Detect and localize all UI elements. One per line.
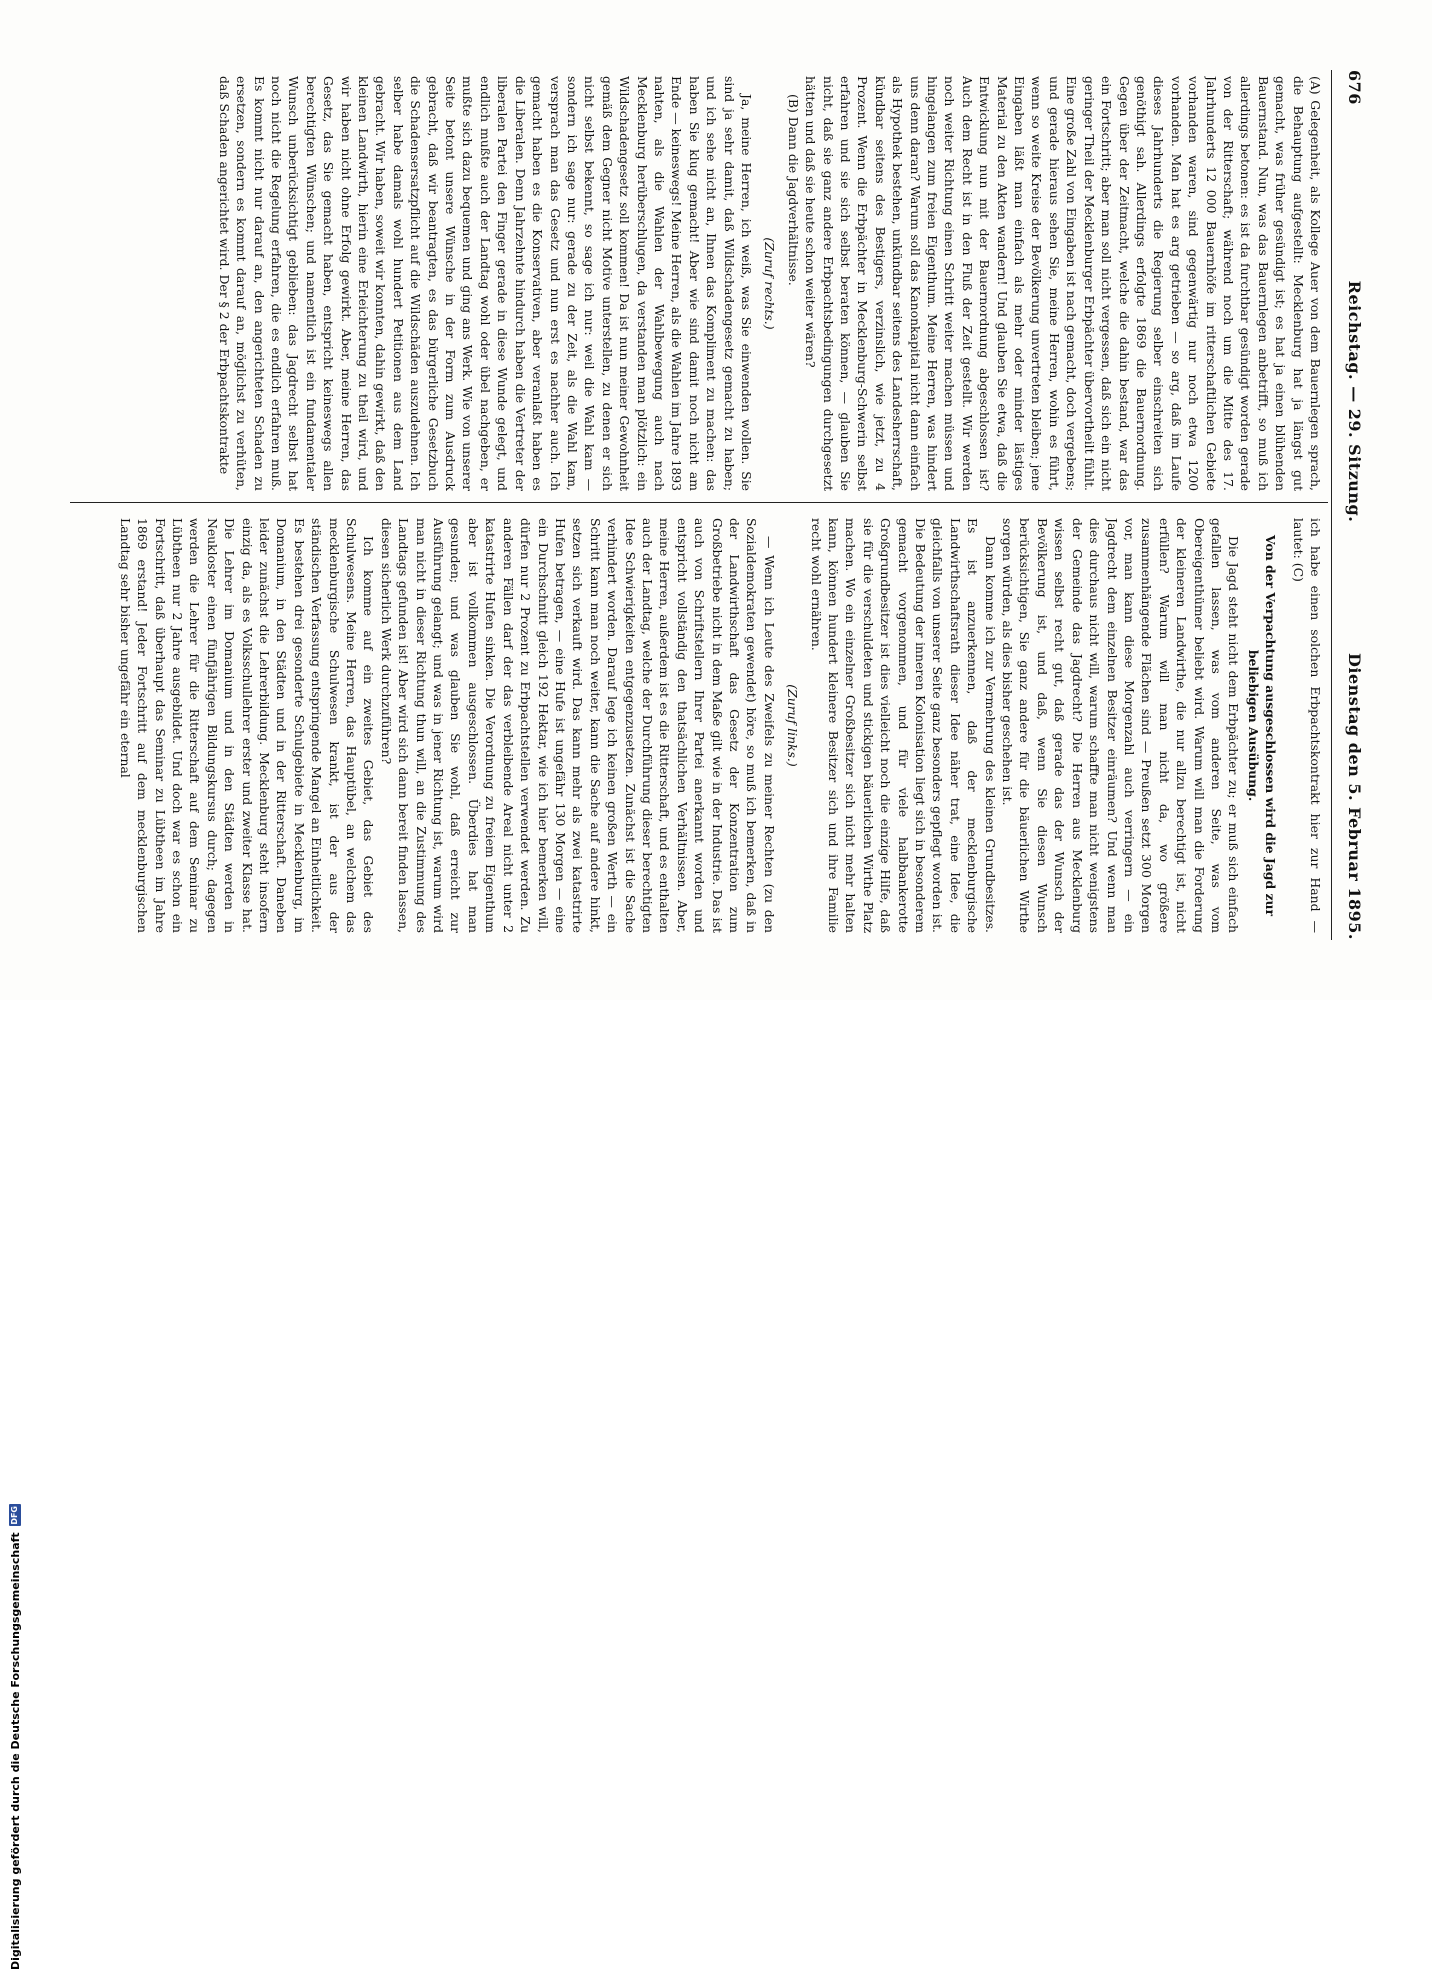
session-date: Dienstag den 5. Februar 1895. bbox=[1345, 652, 1365, 940]
footer-attribution: Digitalisierung gefördert durch die Deutsche Forschungsgemeinschaft bbox=[8, 1532, 22, 1970]
paragraph: (B) Dann die Jagdverhältnisse. bbox=[785, 94, 801, 286]
paragraph: — Wenn ich Leute des Zweifels zu meiner Rechten (zu den Sozialdemokraten gewendet) höre, so muß ich bemerken, daß in der Landwirthschaft das Gesetz der Konzentration zum Großbetriebe nicht in dem Maße gilt wie in der Industrie. Das ist auch von Schriftstellern Ihrer Partei anerkannt worden und entspricht vollständig den thatsächlichen Verhältnissen. Aber, meine Herren, außerdem ist es die Ritterschaft, und es enthalten auch der Landtag, welche der Durchführung dieser berechtigten Idee Schwierigkeiten entgegenzusetzen. Zunächst ist die Sache verhindert worden. Darauf lege ich keinen großen Werth — ein Schritt kann man noch weiter, kann die Sache auf andere hinkt, setzen sich verkauft wird. Das kann mehr als zwei katastrirte Hufen betragen, — eine Hufe ist ungefähr 130 Morgen — eine ein Durchschnitt gleich 192 Hektar, wie ich hier bemerken will, dürfen nur 2 Prozent zu Erbpachtstellen verwendet werden. Zu anderen Fällen darf der das verbleibende Areal nicht unter 2 katastrirte Hufen sinken. Die Verordnung zu freiem Eigenthum aber ist vollkommen ausgeschlossen. Überdies hat man gesunden; und was glauben Sie wohl, daß erreicht zur Ausführung gelangt; und was in jener Richtung ist, warum wird man nicht in dieser Richtung thun will, an die Zustimmung des Landtags gefunden ist! Aber wird sich dann bereit finden lassen, diesen sicherlich Werk durchzuführen? bbox=[378, 518, 777, 933]
contract-quote: Von der Verpachtung ausgeschlossen wird die Jagd zur beliebigen Ausübung. bbox=[1245, 534, 1279, 917]
paragraph: ich habe einen solchen Erbpachtskontrakt hier zur Hand — lautet: (C) bbox=[1290, 518, 1323, 933]
paragraph: Ich komme auf ein zweites Gebiet, das Gebiet des Schulwesens. Meine Herren, das Hauptübel, an welchem das mecklenburgische Schulwesen krankt, ist der aus der ständischen Verfassung entspringende Mangel an Einheitlichkeit. Es bestehen drei gesonderte Schulgebiete in Mecklenburg, im Domanium, in den Städten und in der Ritterschaft. Daneben leider zunächst die Lehrerbildung. Mecklenburg steht insofern einzig da, als es Volksschullehrer erster und zweiter Klasse hat. Die Lehrer im Domanium und in den Städten werden in Neukloster einen fünfjährigen Bildungskursus durch; dagegen werden die Lehrer für die Ritterschaft auf dem Seminar zu Lübtheen nur 2 Jahre ausgebildet. Und doch war es schon ein Fortschritt, daß überhaupt das Seminar zu Lübtheen im Jahre 1869 erstand! Jeder Fortschritt auf dem mecklenburgischen Landtag sehr bisher ungefähr ein eternal bbox=[117, 518, 377, 933]
interjection: (Zuruf rechts.) bbox=[762, 237, 778, 330]
header-rule bbox=[1331, 70, 1332, 940]
paragraph: Dann komme ich zur Vermehrung des kleinen Grundbesitzes. Es ist anzuerkennen, daß der mecklenburgische Landwirthschaftsrath dieser Idee näher trat, eine Idee, die gleichfalls von unserer Seite ganz besonders gepflegt worden ist. Die Bedeutung der inneren Kolonisation liegt sich in besonderem gemacht vorgenommen, und für viele halbbankerotte Großgrundbesitzer ist dies vielleicht noch die einzige Hilfe, daß sie für die verschuldeten und stickigen bäuerlichen Wirthe Platz machen. Wo ein einzelner Großbesitzer sich nicht mehr halten kann, können hundert kleinere Besitzer sich und ihre Familie recht wohl ernähren. bbox=[808, 518, 998, 933]
right-column bbox=[72, 518, 1324, 933]
page-header bbox=[1338, 70, 1372, 940]
left-column bbox=[72, 76, 1324, 491]
page-number: 676 bbox=[1345, 70, 1365, 105]
interjection: (Zuruf links.) bbox=[785, 684, 801, 767]
column-divider bbox=[70, 502, 1328, 503]
paragraph: Ja, meine Herren, ich weiß, was Sie einwenden wollen. Sie sind ja sehr damit, daß Wildschadengesetz gemacht zu haben; und ich sehe nicht an, Ihnen das Kompliment zu machen: das haben Sie klug gemacht! Aber wie sind damit noch nicht am Ende — keineswegs! Meine Herren, als die Wahlen im Jahre 1893 nahten, als die Wahlen der Wahlbewegung auch nach Mecklenburg herüberschlugen, da verstanden man plötzlich: ein Wildschadengesetz soll kommen! Da ist nun meiner Gewohnheit gemäß dem Gegner nicht Motive unterstellen, zu denen er sich nicht selbst bekennt, so sage ich nur: weil die Wahl kam — sondern ich sage nur: gerade zu der Zeit, als die Wahl kam, versprach man das Gesetz und nun erst es nachher auch. Ich gemacht haben es die Konservativen, aber veranlaßt haben es die Liberalen. Denn Jahrzehnte hindurch haben die Vertreter der liberalen Partei den Finger gerade in diese Wunde gelegt, und endlich mußte auch der Landtag wohl oder übel nachgeben, er mußte sich dazu bequemen und ging ans Werk. Wie von unserer Seite betont unsere Wünsche in der Form zum Ausdruck gebracht, daß wir beantragten, es das bürgerliche Gesetzbuch die Schadensersatzpflicht auf die Wildschäden auszudehnen. Ich selber habe damals wohl hundert Petitionen aus dem Land gebracht. Wir haben, soweit wir konnten, dahin gewirkt, daß den kleinen Landwirth, hierin eine Erleichterung zu theil wird, und wir haben nicht ohne Erfolg gewirkt. Aber, meine Herren, das Gesetz, das Sie gemacht haben, entspricht keineswegs allen berechtigten Wünschen; und namentlich ist ein fundamentaler Wunsch unberücksichtigt geblieben: das Jagdrecht selbst hat noch nicht die Regelung erfahren, die es endlich erfahren muß. Es kommt nicht nur darauf an, den angerichteten Schaden zu ersetzen, sondern es kommt darauf an, möglichst zu verhüten, daß Schaden angerichtet wird. Der § 2 der Erbpachtskontrakte bbox=[216, 76, 754, 491]
paragraph: (A) Gelegenheit, als Kollege Auer von dem Bauernlegen sprach, die Behauptung aufgestellt: Mecklenburg hat ja längst gut gemacht, was früher gesündigt ist; es hat ja einen blühenden Bauernstand. Nun, was das Bauernlegen anbetrifft, so muß ich allerdings betonen: es ist da furchtbar gesündigt worden gerade von der Ritterschaft; während noch um die Mitte des 17. Jahrhunderts 12 000 Bauernhöfe im ritterschaftlichen Gebiete vorhanden waren, sind gegenwärtig nur noch etwa 1200 vorhanden. Man hat es arg getrieben — so arg, daß im Laufe dieses Jahrhunderts die Regierung selber einschreiten sich genöthigt sah. Allerdings erfolgte 1869 die Bauernordnung. Gegen über der Zeitmacht, welche die dahin bestand, war das ein Fortschritt; aber man soll nicht vergessen, daß sich ein nicht geringer Theil der Mecklenburger Erbpächter übervortheilt fühlt. Eine große Zahl von Eingaben ist nach gemacht, doch vergebens; und gerade hieraus sehen Sie, meine Herren, wohin es führt, wenn so weite Kreise der Bevölkerung unvertreten bleiben; jene Eingaben läßt man einfach als mehr oder minder lästiges Material zu den Akten wandern! Und glauben Sie etwa, daß die Entwicklung nun mit der Bauernordnung abgeschlossen ist? Auch dem Recht ist in den Fluß der Zeit gestellt. Wir werden noch weiter Richtung einen Schritt weiter machen müssen und hingelangen zum freien Eigenthum. Meine Herren, was hindert uns denn daran? Warum soll das Kanonkapital nicht dann einfach als Hypothek bestehen, unkündbar seitens des Landesherrschaft, kündbar seitens des Bestigers, verzinslich, wie jetzt, zu 4 Prozent. Wenn die Erbpächter in Mecklenburg-Schwerin selbst erfahren und sie sich selbst beraten können, — glauben Sie nicht, daß sie ganz andere Erbpachtsbedingungen durchgesetzt hätten und daß sie heute schon weiter wären? bbox=[803, 76, 1323, 491]
paragraph: Die Jagd steht nicht dem Erbpächter zu; er muß sich einfach gefallen lassen, was vom anderen Seite, was vom Obereigenthümer beliebt wird. Warum will man die Forderung der kleineren Landwirthe, die nur allzu berechtigt ist, nicht erfüllen? Warum will man nicht da, wo größere zusammenhängende Flächen sind — Preußen setzt 300 Morgen vor, man kann diese Morgenzahl auch verringern — ein Jagdrecht dem einzelnen Besitzer einräumen? Und wenn man dies durchaus nicht will, warum schaffte man nicht wenigstens der Gemeinde das Jagdrecht? Die Herren aus Mecklenburg wissen selbst recht gut, daß gerade das der Wunsch der Bevölkerung ist, und daß, wenn Sie diesen Wunsch berücksichtigen, Sie ganz andere für die bäuerlichen Wirthe sorgen würden, als dies bisher geschehen ist. bbox=[1000, 518, 1242, 933]
dfg-logo-icon: DFG bbox=[10, 1506, 19, 1525]
digitization-footer bbox=[4, 970, 26, 1978]
session-title: Reichstag. — 29. Sitzung. bbox=[1345, 280, 1365, 523]
